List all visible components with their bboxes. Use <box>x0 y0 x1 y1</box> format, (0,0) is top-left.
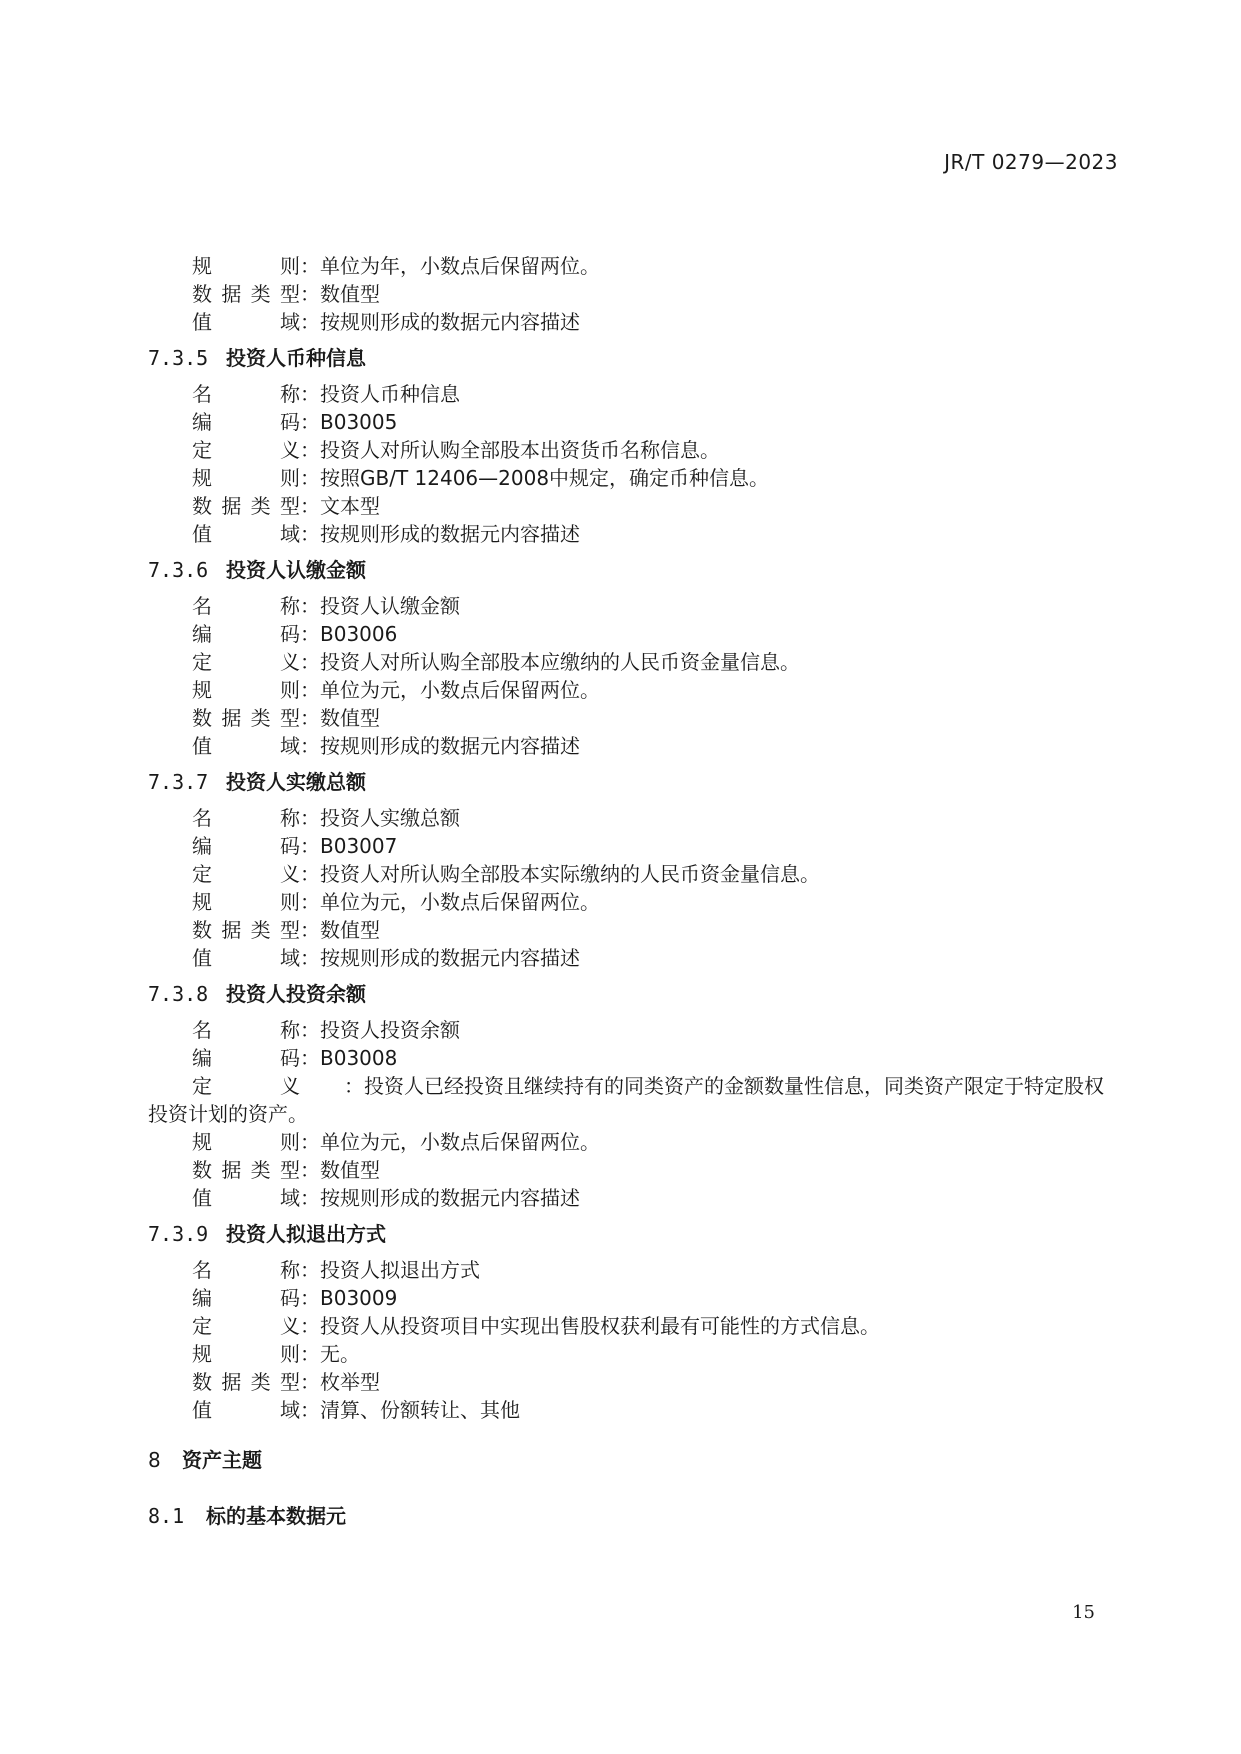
field-row: 规则：单位为元，小数点后保留两位。 <box>192 1130 600 1154</box>
field-label: 值域 <box>192 522 300 546</box>
field-label: 数据类型 <box>192 282 300 306</box>
field-value: 单位为元，小数点后保留两位。 <box>320 1130 600 1154</box>
field-value: 单位为年，小数点后保留两位。 <box>320 254 600 278</box>
section-title: 投资人实缴总额 <box>226 770 366 794</box>
section-7-3-7 <box>148 768 1116 972</box>
field-value: 投资人从投资项目中实现出售股权获利最有可能性的方式信息。 <box>320 1314 880 1338</box>
section-number: 7.3.9 <box>148 1222 209 1246</box>
field-row: 编码：B03008 <box>192 1046 398 1070</box>
field-label: 数据类型 <box>192 1370 300 1394</box>
field-value: B03006 <box>320 622 398 646</box>
field-label: 定义 <box>192 650 300 674</box>
field-row: 编码：B03009 <box>192 1286 398 1310</box>
field-label: 定义 <box>192 438 300 462</box>
section-title: 投资人投资余额 <box>226 982 366 1006</box>
field-value: 枚举型 <box>320 1370 380 1394</box>
field-row: 定义：投资人对所认购全部股本实际缴纳的人民币资金量信息。 <box>192 862 820 886</box>
field-value: 投资人投资余额 <box>320 1018 460 1042</box>
field-row: 规则：单位为元，小数点后保留两位。 <box>192 890 600 914</box>
document-body <box>148 252 1116 1530</box>
field-label: 值域 <box>192 734 300 758</box>
field-value: 投资人对所认购全部股本出资货币名称信息。 <box>320 438 720 462</box>
section-7-3-9 <box>148 1220 1116 1424</box>
field-value: B03008 <box>320 1046 398 1070</box>
field-row: 数据类型：数值型 <box>192 1158 380 1182</box>
subsection-heading <box>148 1502 1116 1530</box>
chapter-title: 资产主题 <box>182 1448 262 1472</box>
field-value: 投资人拟退出方式 <box>320 1258 480 1282</box>
field-value: 投资人币种信息 <box>320 382 460 406</box>
field-label: 规则 <box>192 466 300 490</box>
field-row: 定义：投资人对所认购全部股本出资货币名称信息。 <box>192 438 720 462</box>
field-value: 清算、份额转让、其他 <box>320 1398 520 1422</box>
field-label: 规则 <box>192 1130 300 1154</box>
field-label: 数据类型 <box>192 494 300 518</box>
section-heading <box>148 1220 1116 1248</box>
field-row: 名称：投资人认缴金额 <box>192 594 460 618</box>
section-title: 投资人认缴金额 <box>226 558 366 582</box>
field-label: 名称 <box>192 594 300 618</box>
field-row: 规则：按照GB/T 12406—2008中规定，确定币种信息。 <box>192 466 770 490</box>
section-number: 7.3.7 <box>148 770 209 794</box>
field-value: 投资人认缴金额 <box>320 594 460 618</box>
section-7-3-6 <box>148 556 1116 760</box>
field-label: 数据类型 <box>192 1158 300 1182</box>
field-row: 值域：按规则形成的数据元内容描述 <box>192 310 580 334</box>
section-number: 7.3.8 <box>148 982 209 1006</box>
field-row: 值域：清算、份额转让、其他 <box>192 1398 520 1422</box>
field-row: 数据类型：数值型 <box>192 706 380 730</box>
field-value: 投资人实缴总额 <box>320 806 460 830</box>
field-value: 单位为元，小数点后保留两位。 <box>320 890 600 914</box>
field-label: 规则 <box>192 1342 300 1366</box>
section-number: 7.3.6 <box>148 558 209 582</box>
field-row: 数据类型：数值型 <box>192 918 380 942</box>
field-label: 规则 <box>192 254 300 278</box>
section-heading <box>148 980 1116 1008</box>
field-row: 数据类型：文本型 <box>192 494 380 518</box>
subsection-number: 8.1 <box>148 1504 185 1528</box>
document-code: JR/T 0279—2023 <box>944 150 1118 174</box>
field-value: 投资人对所认购全部股本应缴纳的人民币资金量信息。 <box>320 650 800 674</box>
field-row: 数据类型：数值型 <box>192 282 380 306</box>
field-label: 编码 <box>192 1046 300 1070</box>
field-label: 名称 <box>192 806 300 830</box>
field-value: 按照GB/T 12406—2008中规定，确定币种信息。 <box>320 466 770 490</box>
field-value: B03007 <box>320 834 398 858</box>
field-value: 单位为元，小数点后保留两位。 <box>320 678 600 702</box>
field-label: 值域 <box>192 1186 300 1210</box>
field-label: 名称 <box>192 382 300 406</box>
field-label: 编码 <box>192 1286 300 1310</box>
field-row: 名称：投资人投资余额 <box>192 1018 460 1042</box>
field-row: 值域：按规则形成的数据元内容描述 <box>192 734 580 758</box>
field-label: 定义 <box>192 862 300 886</box>
field-row: 数据类型：枚举型 <box>192 1370 380 1394</box>
field-value: B03005 <box>320 410 398 434</box>
field-value: 投资人对所认购全部股本实际缴纳的人民币资金量信息。 <box>320 862 820 886</box>
field-row: 名称：投资人拟退出方式 <box>192 1258 480 1282</box>
field-value: 文本型 <box>320 494 380 518</box>
field-row: 定义 ：投资人已经投资且继续持有的同类资产的金额数量性信息，同类资产限定于特定股权投资计划的资产。 <box>148 1074 1104 1126</box>
field-label: 编码 <box>192 834 300 858</box>
field-value: 按规则形成的数据元内容描述 <box>320 1186 580 1210</box>
section-number: 7.3.5 <box>148 346 209 370</box>
field-value: 数值型 <box>320 282 380 306</box>
chapter-heading <box>148 1446 1116 1474</box>
field-label: 数据类型 <box>192 918 300 942</box>
intro-fields <box>148 252 1116 336</box>
field-value: 数值型 <box>320 1158 380 1182</box>
field-row: 定义：投资人从投资项目中实现出售股权获利最有可能性的方式信息。 <box>192 1314 880 1338</box>
section-7-3-5 <box>148 344 1116 548</box>
field-label: 编码 <box>192 410 300 434</box>
field-label: 名称 <box>192 1018 300 1042</box>
section-heading <box>148 768 1116 796</box>
field-row: 名称：投资人实缴总额 <box>192 806 460 830</box>
field-label: 编码 <box>192 622 300 646</box>
field-label: 规则 <box>192 890 300 914</box>
field-label: 规则 <box>192 678 300 702</box>
field-value: 无。 <box>320 1342 360 1366</box>
field-row: 值域：按规则形成的数据元内容描述 <box>192 946 580 970</box>
section-title: 投资人拟退出方式 <box>226 1222 386 1246</box>
field-value: B03009 <box>320 1286 398 1310</box>
section-title: 投资人币种信息 <box>226 346 366 370</box>
section-7-3-8 <box>148 980 1116 1212</box>
field-label: 名称 <box>192 1258 300 1282</box>
field-value: 数值型 <box>320 706 380 730</box>
field-label: 值域 <box>192 310 300 334</box>
field-label: 值域 <box>192 946 300 970</box>
field-value: 按规则形成的数据元内容描述 <box>320 946 580 970</box>
field-value: 按规则形成的数据元内容描述 <box>320 310 580 334</box>
field-row: 定义：投资人对所认购全部股本应缴纳的人民币资金量信息。 <box>192 650 800 674</box>
field-row: 编码：B03005 <box>192 410 398 434</box>
field-value: 按规则形成的数据元内容描述 <box>320 522 580 546</box>
field-row: 编码：B03007 <box>192 834 398 858</box>
field-row: 规则：单位为年，小数点后保留两位。 <box>192 254 600 278</box>
field-label: 定义 <box>192 1074 300 1098</box>
field-row: 规则：无。 <box>192 1342 360 1366</box>
chapter-number: 8 <box>148 1448 161 1472</box>
subsection-title: 标的基本数据元 <box>206 1504 346 1528</box>
section-heading <box>148 556 1116 584</box>
field-row: 值域：按规则形成的数据元内容描述 <box>192 522 580 546</box>
field-label: 数据类型 <box>192 706 300 730</box>
field-row: 值域：按规则形成的数据元内容描述 <box>192 1186 580 1210</box>
field-row: 规则：单位为元，小数点后保留两位。 <box>192 678 600 702</box>
section-heading <box>148 344 1116 372</box>
field-label: 定义 <box>192 1314 300 1338</box>
field-row: 名称：投资人币种信息 <box>192 382 460 406</box>
field-value: 投资人已经投资且继续持有的同类资产的金额数量性信息，同类资产限定于特定股权投资计划的资产。 <box>148 1074 1104 1126</box>
field-row: 编码：B03006 <box>192 622 398 646</box>
field-label: 值域 <box>192 1398 300 1422</box>
page-number: 15 <box>1072 1602 1095 1623</box>
field-value: 数值型 <box>320 918 380 942</box>
field-value: 按规则形成的数据元内容描述 <box>320 734 580 758</box>
